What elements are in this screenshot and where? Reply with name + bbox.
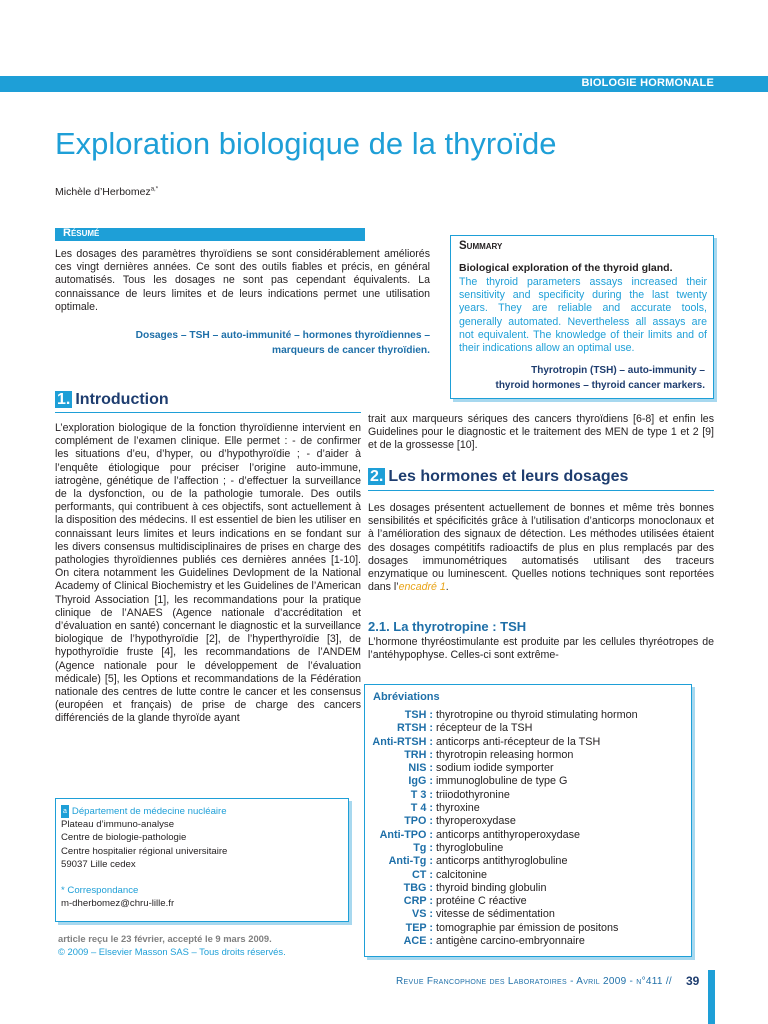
summary-heading: Summary xyxy=(459,240,503,252)
section-label: BIOLOGIE HORMONALE xyxy=(581,77,714,89)
abbreviation-value: tomographie par émission de positons xyxy=(436,921,619,934)
abbreviation-key: Anti-RTSH : xyxy=(372,735,433,748)
abbreviation-row xyxy=(371,762,638,775)
section2-heading xyxy=(368,468,628,486)
abbreviation-key: T 4 : xyxy=(410,802,433,815)
abbreviation-row xyxy=(371,815,638,828)
resume-heading: Résumé xyxy=(63,227,100,239)
summary-subtitle: Biological exploration of the thyroid gland. xyxy=(459,262,673,274)
summary-box xyxy=(450,235,714,399)
abbreviation-key: NIS : xyxy=(408,762,433,775)
abbreviation-row xyxy=(371,789,638,802)
abbreviation-key: RTSH : xyxy=(397,722,433,735)
author-name: Michèle d’Herbomez xyxy=(55,186,151,198)
abbreviations-box xyxy=(364,684,692,957)
abbreviation-row xyxy=(371,829,638,842)
section1-title: Introduction xyxy=(75,391,169,408)
abbreviation-key: CRP : xyxy=(403,895,433,908)
section2-title: Les hormones et leurs dosages xyxy=(388,468,629,485)
abbreviation-row xyxy=(371,895,638,908)
abbreviation-row xyxy=(371,882,638,895)
abbreviation-row xyxy=(371,908,638,921)
summary-keywords-line1: Thyrotropin (TSH) – auto-immunity – xyxy=(531,365,705,376)
abbreviation-row xyxy=(371,709,638,722)
abbreviation-row xyxy=(371,802,638,815)
abbreviation-key: TBG : xyxy=(403,881,433,894)
abbreviation-row xyxy=(371,935,638,948)
affiliation-dept: Département de médecine nucléaire xyxy=(71,806,227,817)
subsection-title: 2.1. La thyrotropine : TSH xyxy=(368,619,527,634)
summary-keywords xyxy=(465,363,705,393)
abbreviation-value: récepteur de la TSH xyxy=(436,722,533,735)
abbreviation-value: triiodothyronine xyxy=(436,788,510,801)
affiliation-line4: Centre hospitalier régional universitaire xyxy=(61,845,228,857)
section2-body: Les dosages présentent actuellement de bonnes et même très bonnes sensibilités et spécificités grâce à l’utilisation d’anticorps monoclonaux et à l’amélioration des signaux de détection. Les méthodes utilisées étaient des dosages compétitifs radioactifs de plus en plus remplacés par des dosages immunométriques automatisés utilisant des traceurs enzymatique ou luminescent. Quelles notions techniques sont reportées dans l’ xyxy=(368,502,714,594)
abbreviations-heading: Abréviations xyxy=(373,691,440,703)
abbreviation-value: sodium iodide symporter xyxy=(436,762,554,775)
affiliation-dept-line xyxy=(61,805,227,818)
abbreviation-key: Anti-TPO : xyxy=(379,828,433,841)
abbreviation-value: thyrotropin releasing hormon xyxy=(436,748,574,761)
abbreviation-value: thyrotropine ou thyroid stimulating hormon xyxy=(436,709,638,721)
abbreviation-key: ACE : xyxy=(403,935,433,948)
subsection-text: L’hormone thyréostimulante est produite par les cellules thyréotropes de l’antéhypophyse. Celles-ci sont extrême- xyxy=(368,636,714,662)
section2-text xyxy=(368,502,714,594)
abbreviation-row xyxy=(371,775,638,788)
article-dates xyxy=(58,932,286,958)
abbreviation-key: TSH : xyxy=(404,709,433,721)
footer-accent-bar xyxy=(708,970,715,1024)
summary-text: The thyroid parameters assays increased their sensitivity and specificity during the last twenty years. They are reliable and accurate tools, generally automated. Nevertheless all assays are not equivalent. The knowledge of their limits and of their indications allow an optimal use. xyxy=(459,276,707,355)
section1-rule xyxy=(55,412,361,413)
correspondence-label: * Correspondance xyxy=(61,885,139,897)
section1-heading xyxy=(55,391,169,409)
abbreviation-row xyxy=(371,842,638,855)
abbreviation-value: anticorps antithyroperoxydase xyxy=(436,828,581,841)
abbreviation-key: Anti-Tg : xyxy=(388,855,433,868)
abbreviation-row xyxy=(371,722,638,735)
section2-rule xyxy=(368,490,714,491)
abbreviation-value: thyroxine xyxy=(436,802,480,815)
abbreviations-list xyxy=(371,709,638,948)
section1-number: 1. xyxy=(57,391,71,408)
affiliation-box xyxy=(55,798,349,922)
abbreviation-value: protéine C réactive xyxy=(436,895,527,908)
abbreviation-key: IgG : xyxy=(408,775,433,788)
abbreviation-value: thyroid binding globulin xyxy=(436,881,547,894)
affiliation-badge: a xyxy=(61,805,69,818)
author xyxy=(55,186,158,198)
page-number: 39 xyxy=(686,974,700,988)
resume-keywords-line2: marqueurs de cancer thyroïdien. xyxy=(272,345,430,356)
abbreviation-key: CT : xyxy=(412,868,433,881)
resume-keywords-line1: Dosages – TSH – auto-immunité – hormones thyroïdiennes – xyxy=(135,330,430,341)
abbreviation-value: anticorps anti-récepteur de la TSH xyxy=(436,735,601,748)
abbreviation-value: calcitonine xyxy=(436,868,488,881)
header-bar xyxy=(0,76,768,92)
abbreviation-row xyxy=(371,869,638,882)
summary-keywords-line2: thyroid hormones – thyroid cancer markers. xyxy=(495,380,705,391)
section1-continued: trait aux marqueurs sériques des cancers thyroïdiens [6-8] et enfin les Guidelines pour le diagnostic et le traitement des MEN de type 1 et 2 [9] et de la grossesse [10]. xyxy=(368,413,714,452)
author-sup: a,* xyxy=(150,186,159,193)
abbreviation-row xyxy=(371,749,638,762)
abbreviation-key: VS : xyxy=(412,908,433,921)
affiliation-line3: Centre de biologie-pathologie xyxy=(61,832,187,844)
resume-keywords xyxy=(100,328,430,358)
abbreviation-key: TEP : xyxy=(405,921,433,934)
abbreviation-value: thyroperoxydase xyxy=(436,815,516,828)
affiliation-line5: 59037 Lille cedex xyxy=(61,858,136,870)
affiliation-line2: Plateau d’immuno-analyse xyxy=(61,819,175,831)
received-date: article reçu le 23 février, accepté le 9 mars 2009. xyxy=(58,933,272,944)
journal-footer: Revue Francophone des Laboratoires - Avril 2009 - n°411 // xyxy=(396,976,672,987)
abbreviation-value: anticorps antithyroglobuline xyxy=(436,855,568,868)
abbreviation-key: Tg : xyxy=(413,841,433,854)
abbreviation-value: immunoglobuline de type G xyxy=(436,775,568,788)
abbreviation-row xyxy=(371,922,638,935)
encadre-link[interactable]: encadré 1 xyxy=(398,581,446,594)
abbreviation-row xyxy=(371,736,638,749)
section1-text: L’exploration biologique de la fonction thyroïdienne intervient en complément de l’examen clinique. Elle permet : - de confirmer les situations d’eu, d’hyper, ou d’hypothyroïdie ; - d’aider à l’enquête étiologique pour préciser l’origine auto-immune, iatrogène, génétique de l’affection ; - d’effectuer la surveillance de la dysfonction, ou de la pathologie tumorale. Des outils performants, qui contribuent à ces objectifs, sont actuellement à la disposition des médecins. Il est essentiel de bien les utiliser en connaissant leurs limites et leurs indications en se fondant sur les divers consensus multidisciplinaires de prises en charge des pathologies thyroïdiennes publiés ces dernières années [1-10]. On citera notamment les Guidelines Devlopment de la National Academy of Clinical Biochemistry et les Guidelines de l’American Thyroid Association [1], les recommandations pour la pratique clinique de l’ANAES (Agence nationale d’accréditation et d’évaluation en santé) concernant le diagnostic et la surveillance biologique de l’hypothyroïdie [2], de l’hyperthyroïdie [3], de hypothyroïdie fruste [4], les recommandations de l’ANDEM (Agence nationale pour le développement de l’évaluation médicale) [5], les Options et recommandations de la Fédération nationale des centres de lutte contre le cancer et les consensus (européen et français) de prise de charge des cancers différenciés de la glande thyroïde ayant xyxy=(55,422,361,725)
section2-number: 2. xyxy=(370,468,384,485)
abbreviation-key: TPO : xyxy=(404,815,433,828)
resume-text: Les dosages des paramètres thyroïdiens se sont considérablement améliorés ces vingt dernières années. Ce sont des outils fiables et précis, en général automatisés. Tous les dosages ne sont pas cependant équivalents. La connaissance de leurs limites et de leurs indications permet une utilisation optimale. xyxy=(55,248,430,313)
abbreviation-key: T 3 : xyxy=(410,788,433,801)
resume-heading-bar xyxy=(55,228,365,241)
abbreviation-value: antigène carcino-embryonnaire xyxy=(436,935,585,948)
abbreviation-row xyxy=(371,855,638,868)
article-title: Exploration biologique de la thyroïde xyxy=(55,126,557,161)
abbreviation-value: thyroglobuline xyxy=(436,841,504,854)
section2-body-end: . xyxy=(445,581,449,594)
abbreviation-value: vitesse de sédimentation xyxy=(436,908,555,921)
correspondence-email[interactable]: m-dherbomez@chru-lille.fr xyxy=(61,898,175,910)
abbreviation-key: TRH : xyxy=(404,748,433,761)
copyright: © 2009 – Elsevier Masson SAS – Tous droits réservés. xyxy=(58,946,286,957)
